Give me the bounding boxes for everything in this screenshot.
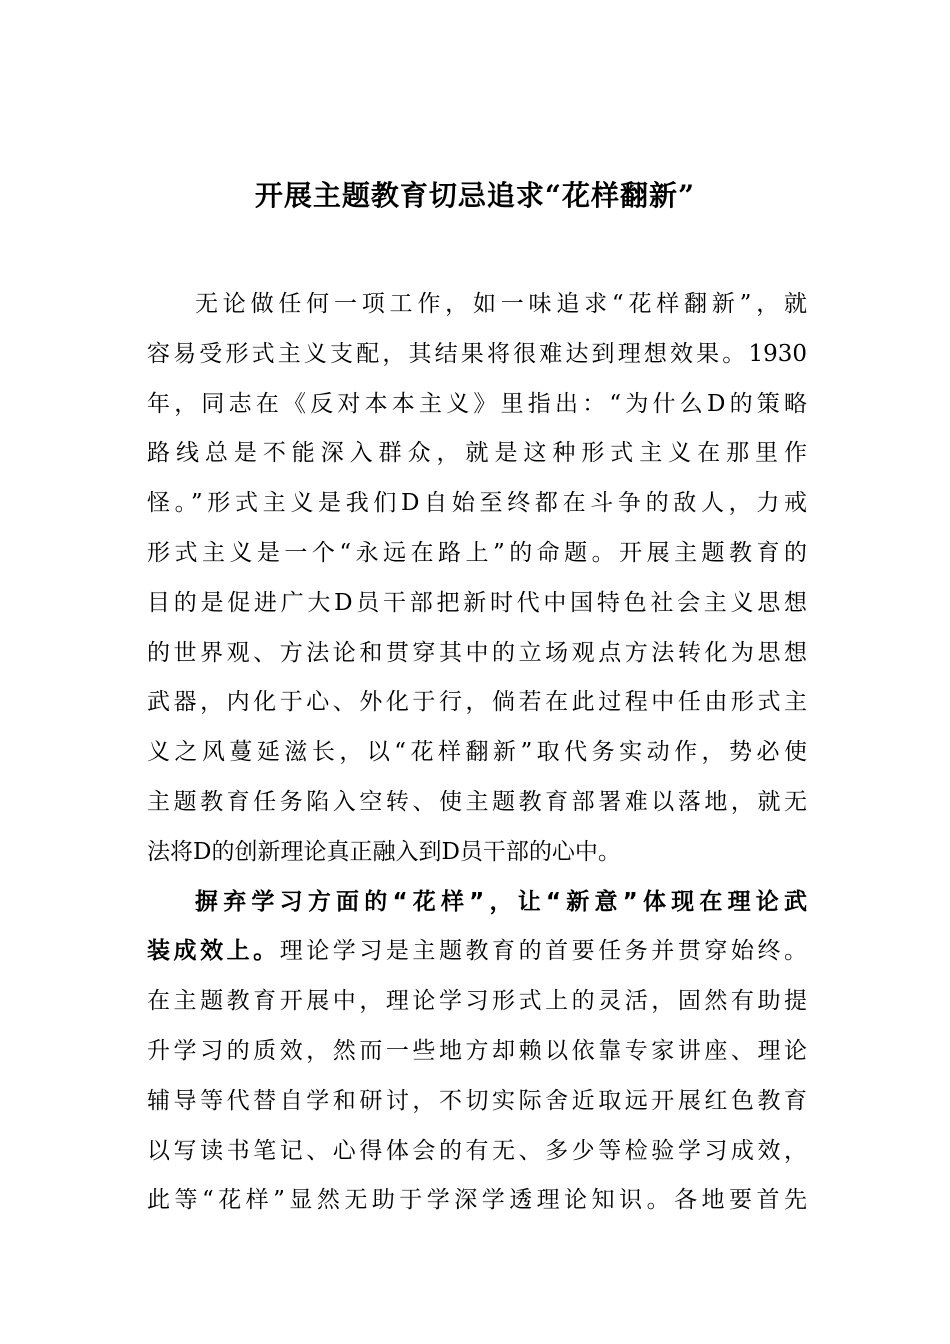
paragraph-line: 武器，内化于心、外化于行，倘若在此过程中任由形式主 [147, 689, 807, 716]
paragraph-line [147, 927, 807, 977]
paragraph-line: 在主题教育开展中，理论学习形式上的灵活，固然有助提 [147, 988, 807, 1015]
paragraph-line: 义之风蔓延滋长，以“花样翻新”取代务实动作，势必使 [147, 739, 807, 766]
paragraph-2 [147, 878, 807, 1227]
paragraph-line: 辅导等代替自学和研讨，不切实际舍近取远开展红色教育 [147, 1087, 807, 1114]
paragraph-line: 目的是促进广大D员干部把新时代中国特色社会主义思想 [147, 589, 807, 616]
document-title: 开展主题教育切忌追求“花样翻新” [254, 179, 696, 212]
paragraph-text: 理论学习是主题教育的首要任务并贯穿始终。 [279, 938, 807, 965]
paragraph-line: 无论做任何一项工作，如一味追求“花样翻新”，就 [195, 291, 807, 317]
paragraph-line: 的世界观、方法论和贯穿其中的立场观点方法转化为思想 [147, 639, 807, 666]
section-heading: 摒弃学习方面的“花样”，让“新意”体现在理论武 [195, 888, 807, 915]
document-body [147, 280, 807, 1226]
paragraph-line: 路线总是不能深入群众，就是这种形式主义在那里作 [147, 440, 807, 467]
paragraph-line: 形式主义是一个“永远在路上”的命题。开展主题教育的 [147, 539, 807, 566]
paragraph-line: 主题教育任务陷入空转、使主题教育部署难以落地，就无 [147, 788, 807, 815]
paragraph-1 [147, 280, 807, 878]
paragraph-line: 年，同志在《反对本本主义》里指出：“为什么D的策略 [147, 390, 807, 417]
paragraph-line: 容易受形式主义支配，其结果将很难达到理想效果。1930 [147, 340, 807, 367]
paragraph-line: 此等“花样”显然无助于学深学透理论知识。各地要首先 [147, 1187, 807, 1214]
section-heading-end: 装成效上。 [147, 938, 280, 965]
paragraph-line: 法将D的创新理论真正融入到D员干部的心中。 [147, 838, 621, 865]
paragraph-line: 升学习的质效，然而一些地方却赖以依靠专家讲座、理论 [147, 1037, 807, 1064]
paragraph-line: 以写读书笔记、心得体会的有无、多少等检验学习成效， [147, 1137, 807, 1164]
paragraph-line: 怪。”形式主义是我们D自始至终都在斗争的敌人，力戒 [147, 490, 807, 517]
